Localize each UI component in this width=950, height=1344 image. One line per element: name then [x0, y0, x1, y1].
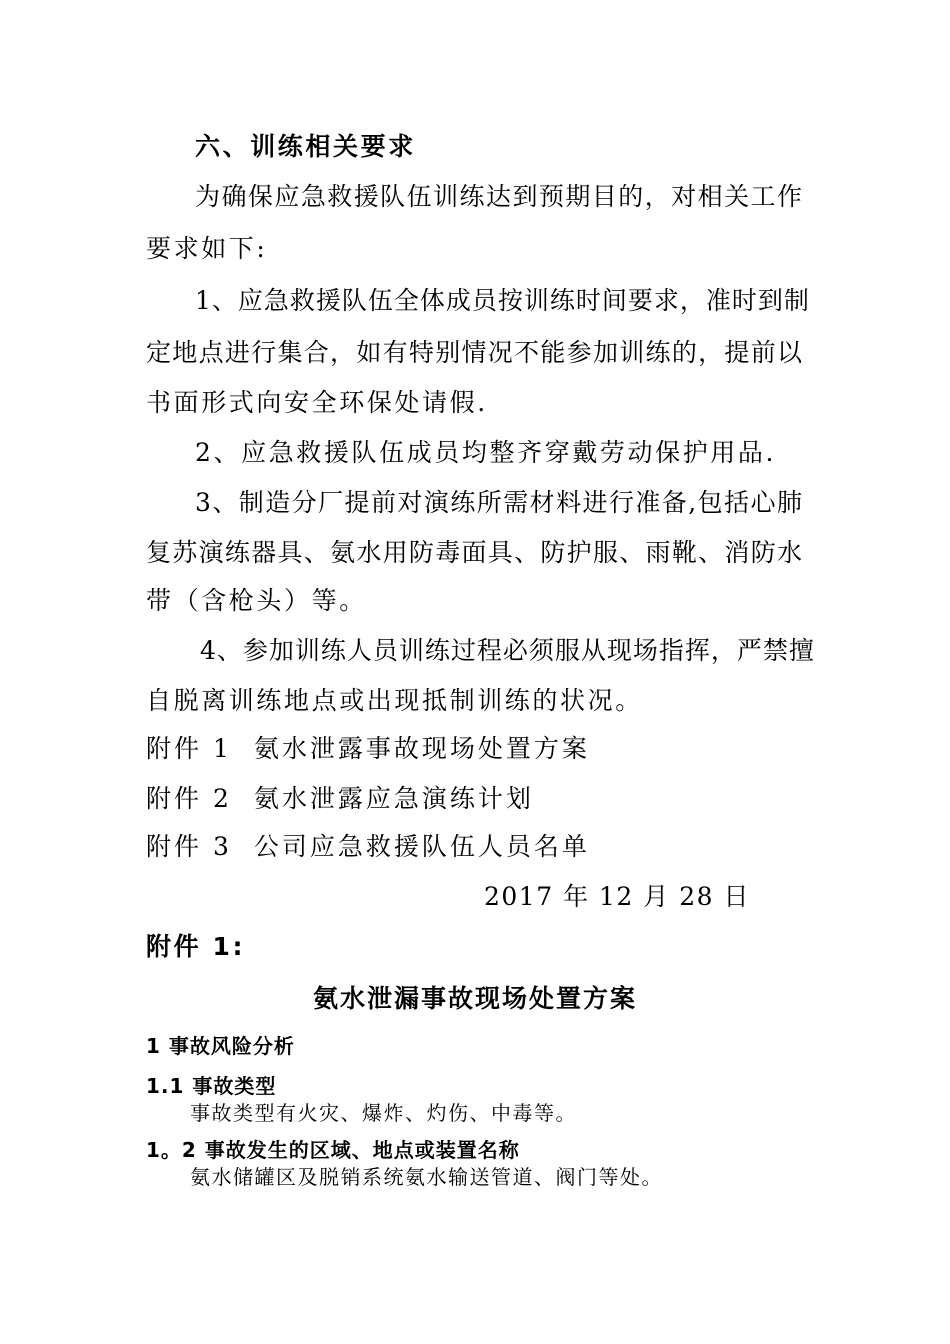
heading-1: 1 事故风险分析 [146, 1034, 295, 1058]
section-heading: 六、训练相关要求 [195, 132, 416, 161]
intro-line-1: 为确保应急救援队伍训练达到预期目的，对相关工作 [195, 182, 803, 211]
item2-line-1: 2、应急救援队伍成员均整齐穿戴劳动保护用品. [195, 438, 777, 467]
attachment-2 [146, 782, 534, 816]
item1-line-2: 定地点进行集合，如有特别情况不能参加训练的，提前以 [146, 338, 803, 367]
item3-line-1: 3、制造分厂提前对演练所需材料进行准备,包括心肺 [195, 488, 803, 517]
attachment-2-title: 氨水泄露应急演练计划 [253, 784, 534, 813]
paragraph-1-2: 氨水储罐区及脱销系统氨水输送管道、阀门等处。 [190, 1165, 663, 1189]
attachment-2-label: 附件 2 [146, 784, 232, 813]
attachment-3-title: 公司应急救援队伍人员名单 [253, 832, 590, 861]
annex-title: 氨水泄漏事故现场处置方案 [312, 984, 637, 1013]
item4-line-2: 自脱离训练地点或出现抵制训练的状况。 [146, 686, 643, 715]
attachment-1-label: 附件 1 [146, 734, 232, 763]
attachment-1 [146, 732, 590, 766]
annex-label: 附件 1: [146, 932, 246, 961]
item1-line-1: 1、应急救援队伍全体成员按训练时间要求，准时到制 [195, 286, 810, 315]
item1-line-3: 书面形式向安全环保处请假. [146, 388, 488, 417]
attachment-3-label: 附件 3 [146, 832, 232, 861]
heading-1-1: 1.1 事故类型 [146, 1074, 277, 1098]
document-date: 2017 年 12 月 28 日 [484, 882, 750, 911]
item3-line-2: 复苏演练器具、氨水用防毒面具、防护服、雨靴、消防水 [146, 538, 803, 567]
intro-line-2: 要求如下: [146, 234, 268, 263]
attachment-1-title: 氨水泄露事故现场处置方案 [253, 734, 590, 763]
heading-1-2: 1。2 事故发生的区域、地点或装置名称 [146, 1138, 520, 1162]
paragraph-1-1: 事故类型有火灾、爆炸、灼伤、中毒等。 [190, 1101, 577, 1125]
item4-line-1: 4、参加训练人员训练过程必须服从现场指挥，严禁擅 [200, 636, 815, 665]
item3-line-3: 带（含枪头）等。 [146, 586, 367, 615]
attachment-3 [146, 830, 590, 864]
